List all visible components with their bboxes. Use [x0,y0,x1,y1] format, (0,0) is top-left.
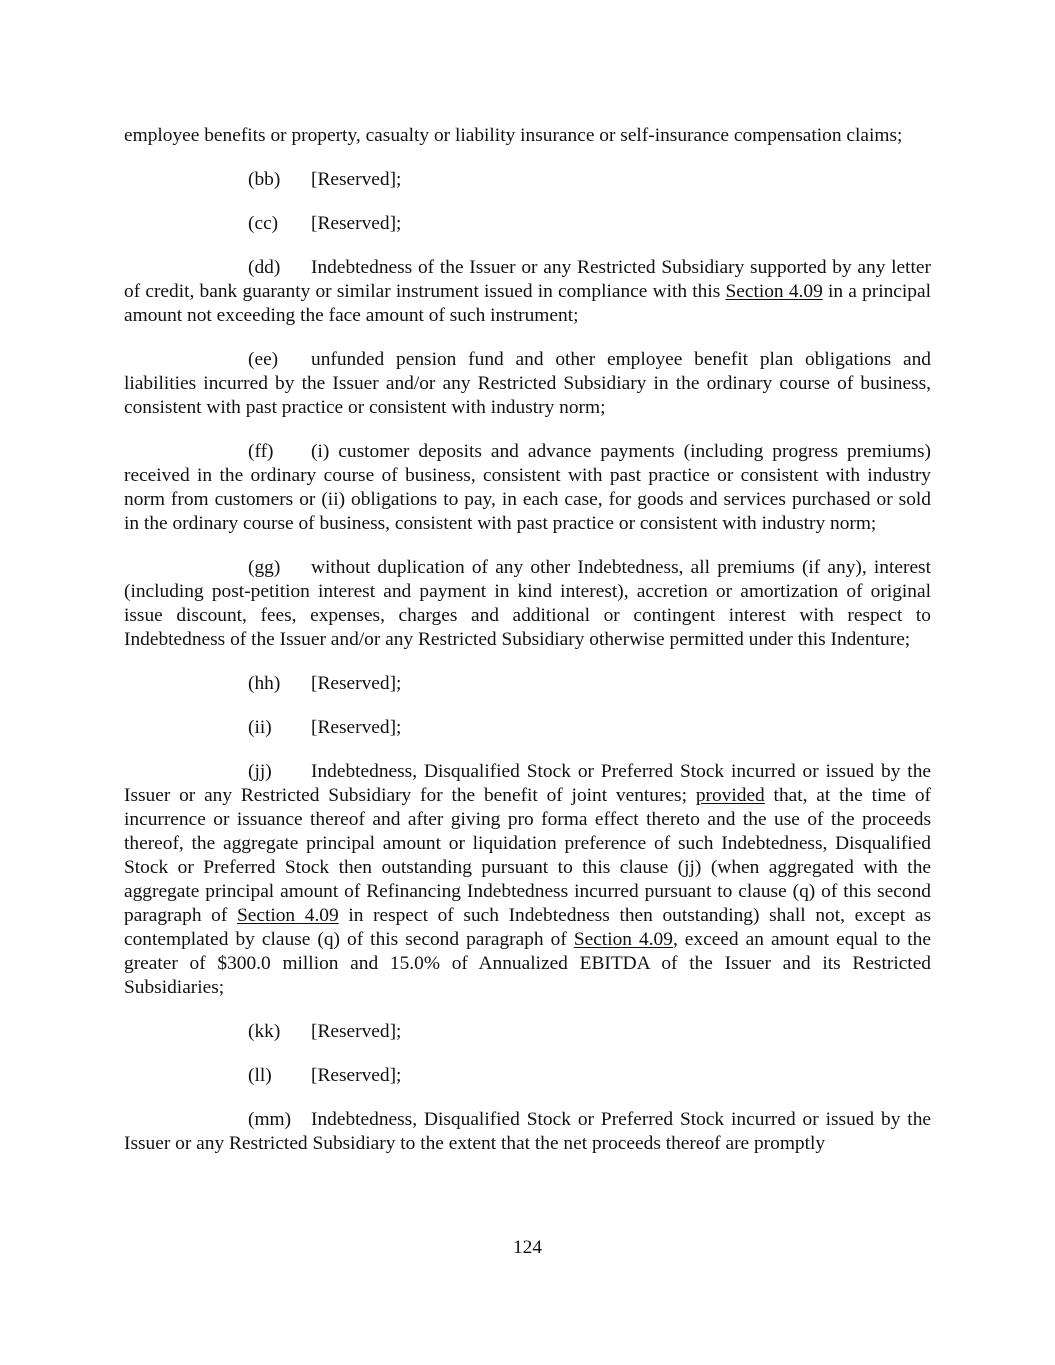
clause-label: (dd) [248,257,281,278]
clause-label: (ff) [248,441,274,462]
clause-text: [Reserved]; [311,213,402,234]
clause-text: Indebtedness, Disqualified Stock or Preferred Stock incurred or issued by the Issuer or any Restricted Subsidiary for the benefit of joint ventures; [124,761,931,806]
clause-gg [124,556,931,652]
clause-bb [124,168,931,192]
clause-text: in respect of such Indebtedness then outstanding) shall not, except as contemplated by clause (q) of this second paragraph of [124,905,931,950]
clause-label: (jj) [248,761,272,782]
clause-cc [124,212,931,236]
clause-label: (ee) [248,349,279,370]
section-reference: Section 4.09 [236,905,339,926]
clause-text: Indebtedness, Disqualified Stock or Preferred Stock incurred or issued by the Issuer or any Restricted Subsidiary to the extent that the net proceeds thereof are promptly [124,1109,931,1154]
clause-text: without duplication of any other Indebtedness, all premiums (if any), interest (including post-petition interest and payment in kind interest), accretion or amortization of original issue discount, fees, expenses, charges and additional or contingent interest with respect to Indebtedness of the Issuer and/or any Restricted Subsidiary otherwise permitted under this Indenture; [124,557,931,650]
clause-label: (ii) [248,717,272,738]
section-reference: Section 4.09 [573,929,673,950]
clause-label: (mm) [248,1109,292,1130]
clause-text: unfunded pension fund and other employee benefit plan obligations and liabilities incurred by the Issuer and/or any Restricted Subsidiary in the ordinary course of business, consistent with past practice or consistent with industry norm; [124,349,931,418]
page-number: 124 [512,1237,543,1258]
clause-label: (kk) [248,1021,281,1042]
clause-label: (bb) [248,169,281,190]
clause-text: [Reserved]; [311,717,402,738]
clause-jj [124,760,931,1000]
clause-label: (hh) [248,673,281,694]
clause-mm [124,1108,931,1156]
continued-paragraph: employee benefits or property, casualty or liability insurance or self-insurance compensation claims; [124,125,903,146]
clause-text: (i) customer deposits and advance payments (including progress premiums) received in the ordinary course of business, consistent with past practice or consistent with industry norm from customers or (ii) obligations to pay, in each case, for goods and services purchased or sold in the ordinary course of business, consistent with past practice or consistent with industry norm; [124,441,931,534]
clause-hh [124,672,931,696]
clause-text: that, at the time of incurrence or issuance thereof and after giving pro forma effect thereto and the use of the proceeds thereof, the aggregate principal amount or liquidation preference of such Indebtedness, Disqualified Stock or Preferred Stock then outstanding pursuant to this clause (jj) (when aggregated with the aggregate principal amount of Refinancing Indebtedness incurred pursuant to clause (q) of this second paragraph of [124,785,932,926]
clause-ll [124,1064,931,1088]
clause-ii [124,716,931,740]
clause-text: [Reserved]; [311,169,402,190]
provided-term: provided [695,785,765,806]
clause-text: Indebtedness of the Issuer or any Restricted Subsidiary supported by any letter of credit, bank guaranty or similar instrument issued in compliance with this [124,257,931,302]
clause-label: (ll) [248,1065,272,1086]
clause-text: , exceed an amount equal to the greater of $300.0 million and 15.0% of Annualized EBITDA of the Issuer and its Restricted Subsidiaries; [124,929,931,998]
clause-dd [124,256,931,328]
page-body [124,124,931,1176]
clause-ee [124,348,931,420]
clause-text: [Reserved]; [311,1021,402,1042]
section-reference: Section 4.09 [725,281,823,302]
clause-text: [Reserved]; [311,673,402,694]
clause-label: (cc) [248,213,279,234]
clause-ff [124,440,931,536]
clause-text: [Reserved]; [311,1065,402,1086]
clause-label: (gg) [248,557,281,578]
clause-text: in a principal amount not exceeding the face amount of such instrument; [124,281,931,326]
clause-kk [124,1020,931,1044]
